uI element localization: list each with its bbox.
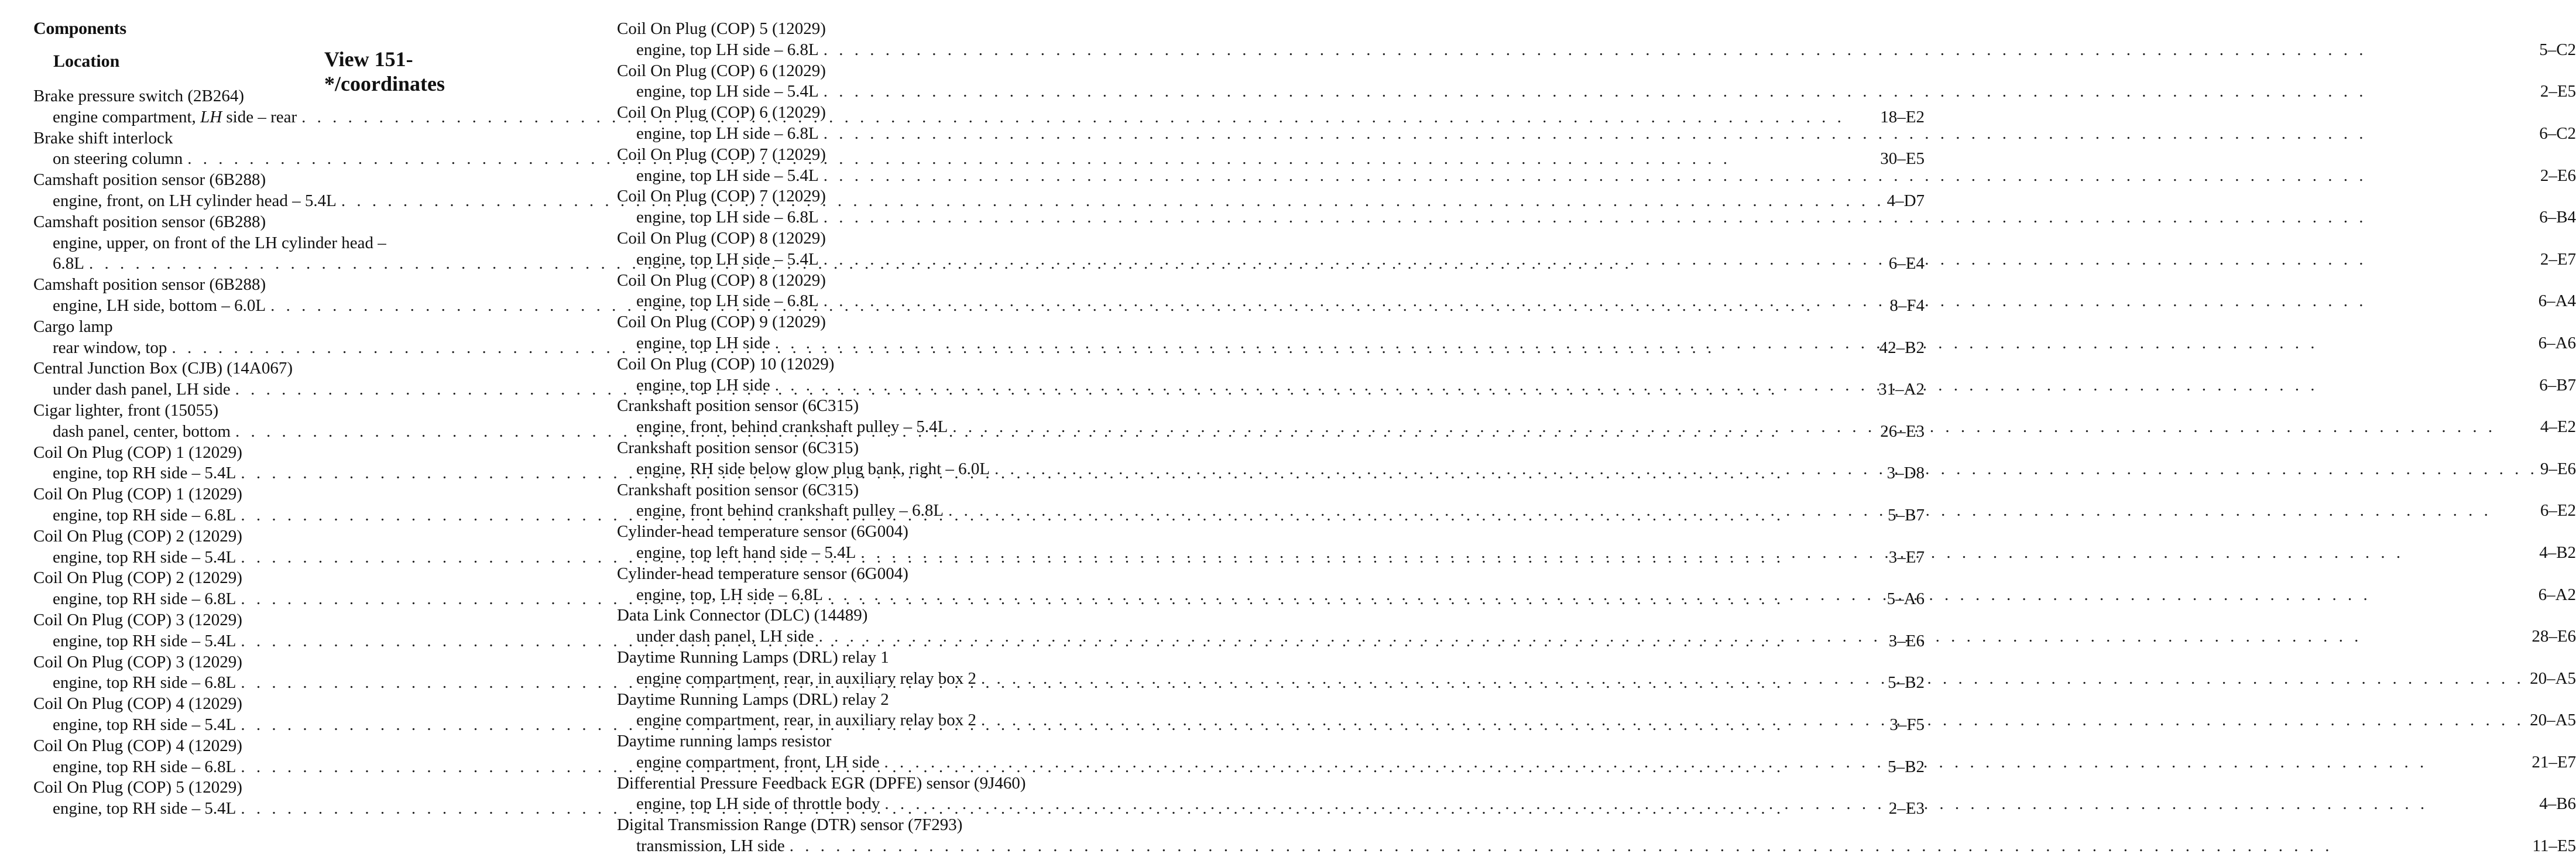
- component-location: engine, top LH side of throttle body: [636, 794, 880, 814]
- component-entry: [617, 731, 2576, 773]
- component-location: under dash panel, LH side: [636, 627, 814, 646]
- component-location: engine, top LH side – 5.4L: [636, 82, 819, 101]
- component-location: engine, top RH side – 6.8L: [53, 757, 236, 776]
- view-coordinate: 6–E4: [1888, 254, 1925, 273]
- component-location-row: [617, 166, 2576, 187]
- component-location-row: [617, 669, 2576, 690]
- view-coordinate: 28–E6: [2532, 627, 2576, 646]
- component-location: engine, top RH side – 5.4L: [53, 631, 236, 650]
- dot-leader: [884, 752, 2530, 773]
- dot-leader: [948, 501, 2538, 522]
- view-coordinate: 2–E5: [2540, 82, 2576, 101]
- component-location: engine, top LH side: [636, 375, 770, 395]
- component-name: Cigar lighter, front (15055): [33, 400, 219, 420]
- component-entry: [617, 186, 2576, 228]
- right-entry-list: [617, 19, 2576, 857]
- component-name: Digital Transmission Range (DTR) sensor (7F293): [617, 815, 963, 835]
- view-coordinate: 3–E7: [1888, 547, 1925, 567]
- component-location: engine, top RH side – 6.8L: [53, 673, 236, 693]
- view-coordinate: 6–B4: [2539, 208, 2576, 227]
- component-location: engine, top RH side – 6.8L: [53, 505, 236, 525]
- component-name: Coil On Plug (COP) 8 (12029): [617, 228, 826, 248]
- component-location: engine, top RH side – 6.8L: [53, 589, 236, 609]
- component-name: Coil On Plug (COP) 5 (12029): [617, 19, 826, 38]
- view-coordinate: 5–B7: [1888, 505, 1925, 525]
- component-name: Crankshaft position sensor (6C315): [617, 480, 859, 499]
- view-coordinate: 20–A5: [2530, 669, 2576, 688]
- component-location-row: [617, 585, 2576, 606]
- component-location: engine, top, LH side – 6.8L: [636, 585, 823, 604]
- view-coordinate: 4–D7: [1886, 191, 1925, 210]
- view-coordinate: 4–E2: [2540, 417, 2576, 437]
- component-location: dash panel, center, bottom: [53, 421, 231, 441]
- component-name: Coil On Plug (COP) 6 (12029): [617, 61, 826, 80]
- component-location-row: [617, 543, 2576, 564]
- component-entry: [617, 270, 2576, 313]
- component-name: Coil On Plug (COP) 8 (12029): [617, 270, 826, 290]
- component-name: Daytime Running Lamps (DRL) relay 1: [617, 647, 889, 667]
- component-entry: [617, 690, 2576, 732]
- component-entry: [617, 396, 2576, 438]
- view-coordinate: 3–D8: [1886, 464, 1925, 483]
- component-location-row: [617, 459, 2576, 480]
- view-coordinate: 6–A4: [2538, 292, 2576, 311]
- dot-leader: [790, 836, 2530, 857]
- component-name: Coil On Plug (COP) 5 (12029): [33, 778, 242, 797]
- component-name: Brake shift interlock: [33, 128, 173, 148]
- view-coordinate: 18–E2: [1880, 107, 1925, 126]
- component-name: Coil On Plug (COP) 3 (12029): [33, 652, 242, 671]
- component-location: on steering column: [53, 149, 183, 169]
- component-entry: [617, 145, 2576, 187]
- location-text-italic: LH: [200, 107, 222, 126]
- component-location-row: [617, 710, 2576, 731]
- component-location: engine, top left hand side – 5.4L: [636, 543, 856, 562]
- component-name: Cylinder-head temperature sensor (6G004): [617, 564, 908, 583]
- component-location: engine, top RH side – 5.4L: [53, 799, 236, 818]
- view-coordinate: 5–B2: [1888, 757, 1925, 776]
- view-coordinate: 30–E5: [1880, 149, 1925, 169]
- component-entry: [617, 815, 2576, 857]
- component-name: Coil On Plug (COP) 1 (12029): [33, 485, 242, 504]
- component-location: engine compartment, rear, in auxiliary relay box 2: [636, 711, 977, 730]
- section-title: Components: [33, 19, 126, 38]
- dot-leader: [824, 81, 2538, 102]
- component-name: Camshaft position sensor (6B288): [33, 275, 266, 294]
- view-coordinate: 6–E2: [2540, 501, 2576, 520]
- dot-leader: [824, 291, 2536, 312]
- component-name: Crankshaft position sensor (6C315): [617, 438, 859, 457]
- location-text: side – rear: [222, 107, 297, 126]
- view-coordinate: 2–E6: [2540, 166, 2576, 185]
- dot-leader: [824, 207, 2537, 228]
- dot-leader: [819, 626, 2530, 647]
- view-coordinate: 2–E7: [2540, 249, 2576, 269]
- component-entry: [617, 61, 2576, 103]
- component-name: Central Junction Box (CJB) (14A067): [33, 359, 293, 378]
- component-name: Coil On Plug (COP) 4 (12029): [33, 736, 242, 755]
- view-coordinate: 21–E7: [2532, 752, 2576, 772]
- component-location-row: [617, 836, 2576, 857]
- location-text: engine compartment,: [53, 107, 201, 126]
- component-location-row: [617, 333, 2576, 354]
- component-location: engine, RH side below glow plug bank, right – 6.0L: [636, 459, 990, 478]
- view-coordinate: 3–E6: [1888, 631, 1925, 650]
- component-name: Coil On Plug (COP) 2 (12029): [33, 568, 242, 588]
- component-location: engine, top LH side – 5.4L: [636, 166, 819, 185]
- component-location: rear window, top: [53, 338, 167, 357]
- component-location: under dash panel, LH side: [53, 380, 231, 399]
- component-location-row: [617, 794, 2576, 815]
- component-entry: [617, 102, 2576, 145]
- view-coordinate: 4–B6: [2539, 794, 2576, 814]
- component-name: Daytime running lamps resistor: [617, 732, 832, 751]
- view-coordinate: 8–F4: [1889, 296, 1925, 315]
- view-coordinate: 6–A6: [2538, 333, 2576, 352]
- component-location: engine compartment, front, LH side: [636, 752, 880, 772]
- dot-leader: [824, 166, 2538, 187]
- component-name: Differential Pressure Feedback EGR (DPFE) sensor (9J460): [617, 773, 1026, 793]
- component-location-row: [617, 501, 2576, 522]
- view-coordinate: 31–A2: [1878, 380, 1925, 399]
- dot-leader: [884, 794, 2537, 815]
- component-entry: [617, 312, 2576, 354]
- component-location: engine, top LH side – 6.8L: [636, 40, 819, 59]
- dot-leader: [775, 333, 2536, 354]
- component-name: Coil On Plug (COP) 7 (12029): [617, 145, 826, 164]
- component-name: Brake pressure switch (2B264): [33, 87, 244, 105]
- component-name: Camshaft position sensor (6B288): [33, 170, 266, 190]
- dot-leader: [824, 40, 2537, 61]
- dot-leader: [952, 417, 2538, 438]
- component-location-row: [617, 81, 2576, 102]
- view-coordinate: 5–B2: [1888, 673, 1925, 693]
- dot-leader: [828, 585, 2536, 606]
- component-entry: [617, 605, 2576, 647]
- view-coordinate: 26–E3: [1880, 421, 1925, 441]
- component-location: engine, top RH side – 5.4L: [53, 464, 236, 483]
- component-name: Coil On Plug (COP) 3 (12029): [33, 610, 242, 629]
- component-name: Crankshaft position sensor (6C315): [617, 396, 859, 416]
- component-location-row: [617, 375, 2576, 396]
- component-name: Camshaft position sensor (6B288): [33, 212, 266, 231]
- component-location: engine, top LH side – 5.4L: [636, 249, 819, 269]
- component-name: Coil On Plug (COP) 9 (12029): [617, 313, 826, 332]
- component-entry: [617, 647, 2576, 690]
- component-location-row: [617, 249, 2576, 270]
- dot-leader: [775, 375, 2537, 396]
- view-coordinate: 4–B2: [2539, 543, 2576, 562]
- dot-leader: [994, 459, 2538, 480]
- view-coordinate: 2–E3: [1888, 799, 1925, 818]
- component-location-row: [617, 207, 2576, 228]
- view-coordinate: 20–A5: [2530, 711, 2576, 730]
- component-entry: [617, 480, 2576, 522]
- component-entry: [617, 438, 2576, 480]
- component-name: Coil On Plug (COP) 2 (12029): [33, 526, 242, 546]
- component-location-row: [617, 626, 2576, 647]
- component-location-row: [617, 291, 2576, 312]
- component-name: Coil On Plug (COP) 6 (12029): [617, 103, 826, 122]
- view-coordinate: 5–C2: [2539, 40, 2576, 59]
- component-name: Coil On Plug (COP) 1 (12029): [33, 443, 242, 462]
- component-entry: [617, 19, 2576, 61]
- view-coordinate: 3–F5: [1889, 715, 1925, 734]
- component-location: engine compartment, rear, in auxiliary relay box 2: [636, 669, 977, 688]
- view-coordinate: 6–A2: [2538, 585, 2576, 604]
- dot-leader: [981, 669, 2527, 690]
- component-location: engine, top RH side – 5.4L: [53, 547, 236, 567]
- dot-leader: [824, 249, 2538, 270]
- component-location-row: [617, 40, 2576, 61]
- component-name: Coil On Plug (COP) 10 (12029): [617, 354, 835, 373]
- view-coordinate: 9–E6: [2540, 459, 2576, 478]
- dot-leader: [860, 543, 2537, 564]
- component-location: engine, top RH side – 5.4L: [53, 715, 236, 734]
- location-column-header: Location: [53, 52, 120, 71]
- component-location: engine, front, on LH cylinder head – 5.4L: [53, 191, 337, 210]
- view-coordinate: 6–B7: [2539, 375, 2576, 395]
- component-name: Daytime Running Lamps (DRL) relay 2: [617, 690, 889, 709]
- component-location: engine, front behind crankshaft pulley – 6.8L: [636, 501, 944, 520]
- component-entry: [617, 522, 2576, 564]
- component-location: [53, 107, 297, 128]
- view-coordinate: 6–C2: [2539, 124, 2576, 143]
- dot-leader: [981, 710, 2527, 731]
- component-entry: [617, 564, 2576, 606]
- component-entry: [617, 354, 2576, 396]
- view-coordinate: 5–A6: [1886, 589, 1925, 609]
- component-name: Data Link Connector (DLC) (14489): [617, 606, 868, 625]
- dot-leader: [824, 124, 2537, 145]
- component-entry: [617, 228, 2576, 270]
- component-name: Coil On Plug (COP) 7 (12029): [617, 187, 826, 206]
- component-location: engine, top LH side – 6.8L: [636, 124, 819, 143]
- component-location: engine, top LH side: [636, 333, 770, 352]
- view-coordinates-column-header: View 151-*/coordinates: [324, 47, 445, 95]
- component-name: Coil On Plug (COP) 4 (12029): [33, 694, 242, 714]
- component-entry: [617, 773, 2576, 815]
- component-location: engine, upper, on front of the LH cylinder head –: [53, 233, 386, 252]
- component-location: engine, top LH side – 6.8L: [636, 292, 819, 311]
- component-location: transmission, LH side: [636, 837, 785, 856]
- component-name: Cylinder-head temperature sensor (6G004): [617, 522, 908, 541]
- component-location-row: [617, 417, 2576, 438]
- component-location-continued: 6.8L: [53, 254, 84, 273]
- component-name: Cargo lamp: [33, 317, 113, 336]
- component-location-row: [617, 124, 2576, 145]
- view-coordinate: 11–E5: [2532, 837, 2576, 856]
- component-location: engine, front, behind crankshaft pulley – 5.4L: [636, 417, 948, 437]
- component-location: engine, top LH side – 6.8L: [636, 208, 819, 227]
- view-coordinate: 42–B2: [1879, 338, 1925, 357]
- component-location-row: [617, 752, 2576, 773]
- component-location: engine, LH side, bottom – 6.0L: [53, 296, 266, 315]
